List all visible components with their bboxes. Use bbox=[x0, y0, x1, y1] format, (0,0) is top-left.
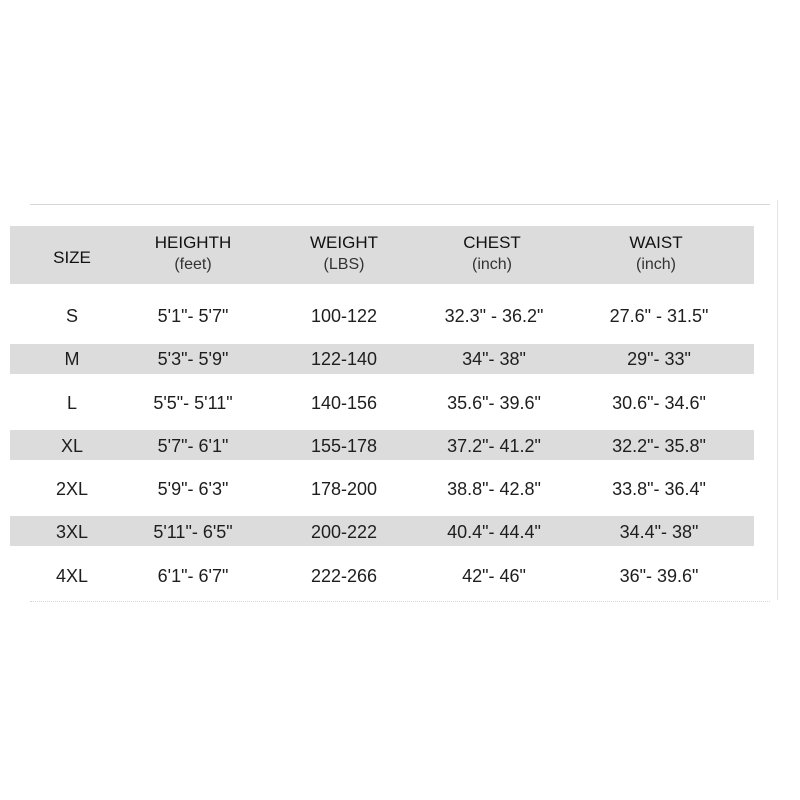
cell-height: 5'3"- 5'9" bbox=[157, 349, 229, 369]
cell-size: 4XL bbox=[55, 566, 89, 586]
cell-chest: 35.6"- 39.6" bbox=[447, 393, 541, 413]
cell-size: S bbox=[65, 306, 79, 326]
cell-chest: 40.4"- 44.4" bbox=[447, 522, 541, 542]
cell-chest: 32.3" - 36.2" bbox=[444, 306, 544, 326]
header-height-label: HEIGHTH bbox=[154, 233, 232, 252]
header-weight bbox=[310, 233, 378, 274]
header-weight-label: WEIGHT bbox=[310, 233, 378, 252]
cell-waist: 36"- 39.6" bbox=[619, 566, 699, 586]
top-divider bbox=[30, 204, 770, 205]
cell-chest: 42"- 46" bbox=[462, 566, 526, 586]
cell-weight: 140-156 bbox=[310, 393, 378, 413]
cell-weight: 122-140 bbox=[310, 349, 378, 369]
cell-weight: 222-266 bbox=[310, 566, 378, 586]
header-waist bbox=[629, 233, 682, 274]
cell-chest: 38.8"- 42.8" bbox=[447, 479, 541, 499]
header-waist-unit: (inch) bbox=[635, 256, 677, 273]
cell-size: M bbox=[64, 349, 80, 369]
cell-height: 6'1"- 6'7" bbox=[157, 566, 229, 586]
header-height-unit: (feet) bbox=[174, 256, 212, 273]
header-waist-label: WAIST bbox=[629, 233, 683, 252]
bottom-divider bbox=[30, 601, 770, 602]
cell-height: 5'9"- 6'3" bbox=[157, 479, 229, 499]
cell-size: 2XL bbox=[55, 479, 89, 499]
header-weight-unit: (LBS) bbox=[323, 256, 365, 273]
cell-weight: 100-122 bbox=[310, 306, 378, 326]
cell-height: 5'1"- 5'7" bbox=[157, 306, 229, 326]
cell-size: L bbox=[66, 393, 78, 413]
cell-weight: 200-222 bbox=[310, 522, 378, 542]
cell-size: 3XL bbox=[55, 522, 89, 542]
cell-chest: 34"- 38" bbox=[462, 349, 526, 369]
cell-height: 5'5"- 5'11" bbox=[153, 393, 233, 413]
header-chest-label: CHEST bbox=[463, 233, 521, 252]
cell-waist: 27.6" - 31.5" bbox=[609, 306, 709, 326]
header-chest-unit: (inch) bbox=[471, 256, 512, 273]
header-size-label: SIZE bbox=[53, 248, 91, 267]
header-height bbox=[155, 233, 232, 274]
cell-waist: 30.6"- 34.6" bbox=[612, 393, 706, 413]
cell-weight: 178-200 bbox=[310, 479, 378, 499]
cell-chest: 37.2"- 41.2" bbox=[447, 436, 541, 456]
cell-size: XL bbox=[60, 436, 84, 456]
cell-weight: 155-178 bbox=[310, 436, 378, 456]
cell-waist: 29"- 33" bbox=[627, 349, 691, 369]
cell-waist: 33.8"- 36.4" bbox=[612, 479, 706, 499]
header-size bbox=[53, 248, 91, 268]
cell-waist: 34.4"- 38" bbox=[619, 522, 699, 542]
cell-height: 5'7"- 6'1" bbox=[157, 436, 229, 456]
cell-height: 5'11"- 6'5" bbox=[153, 522, 233, 542]
right-edge-line bbox=[777, 200, 778, 600]
cell-waist: 32.2"- 35.8" bbox=[612, 436, 706, 456]
header-chest bbox=[463, 233, 521, 274]
